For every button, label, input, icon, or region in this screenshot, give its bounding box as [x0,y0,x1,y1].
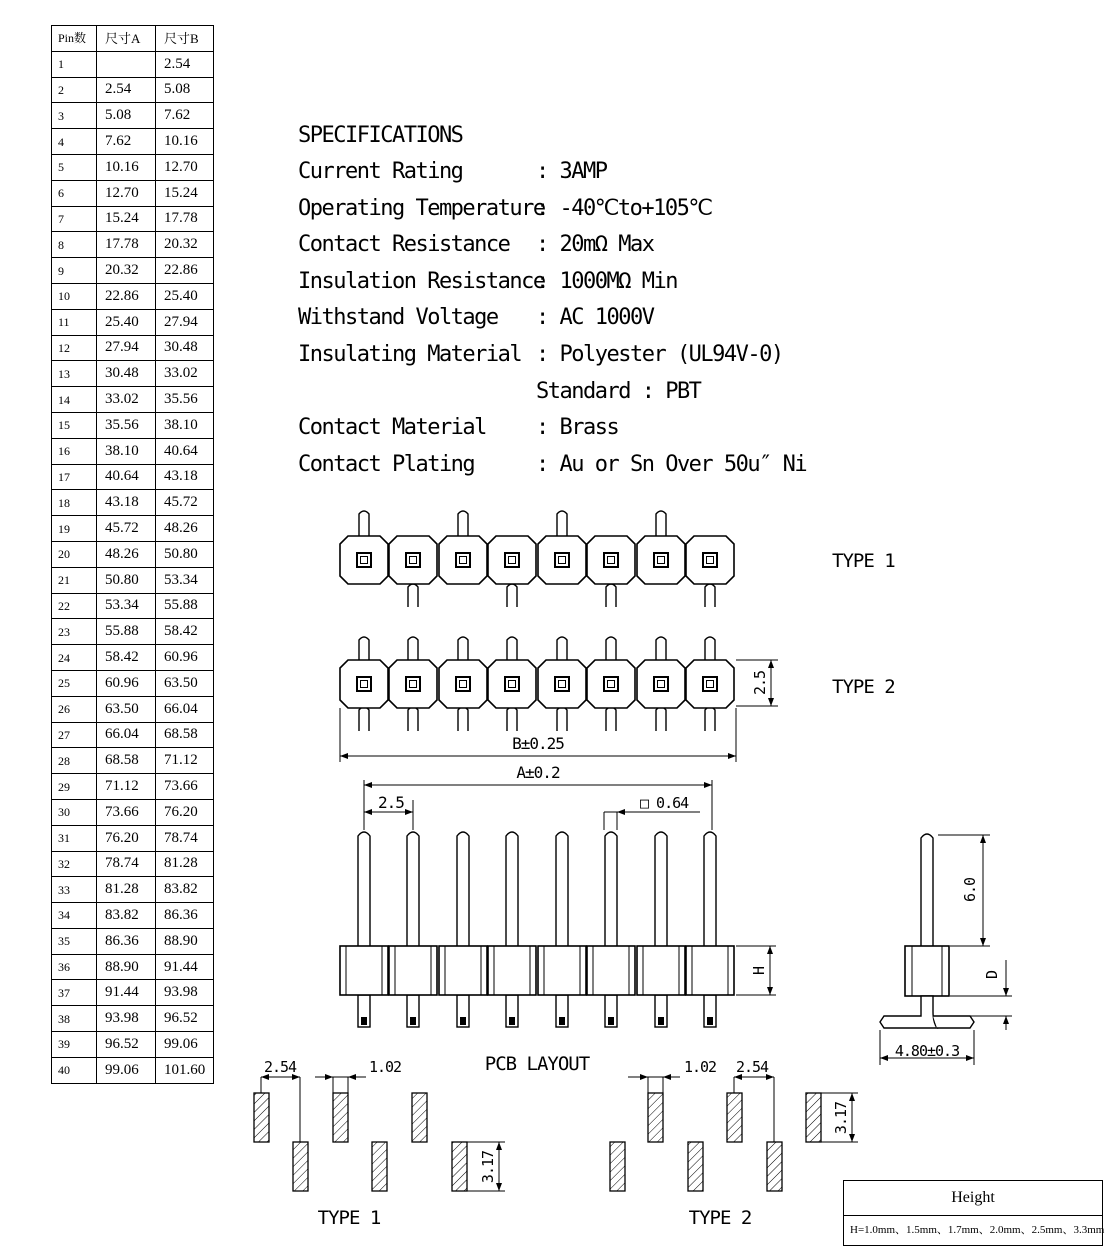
type2-label: TYPE 2 [832,676,895,698]
cell-size-b: 63.50 [156,670,214,696]
spec-value: : -40℃to+105℃ [536,195,712,221]
cell-size-b: 68.58 [156,722,214,748]
pin-square-inner [608,681,615,688]
cell-size-b: 88.90 [156,928,214,954]
cell-pin-count: 22 [52,593,97,619]
spec-label: Operating Temperature [298,195,545,221]
front-pin-tip [361,1017,367,1025]
cell-pin-count: 3 [52,103,97,129]
type2-pin-tail-top [557,637,567,660]
pin-square-inner [707,681,714,688]
front-pin-upper [457,832,469,946]
front-pin-tip [707,1017,713,1025]
cell-size-b: 60.96 [156,645,214,671]
front-pin-tip [658,1017,664,1025]
cell-size-b: 10.16 [156,129,214,155]
cell-size-b: 71.12 [156,748,214,774]
cell-pin-count: 19 [52,516,97,542]
pcb-2-54-label: 2.54 [263,1058,297,1076]
arrow-head [348,1074,356,1080]
dim-h-label: H [750,966,768,976]
pcb-pad-top-row [648,1093,663,1142]
height-values: H=1.0mm、1.5mm、1.7mm、2.0mm、2.5mm、3.3mm [850,1224,1105,1236]
pin-square-inner [509,557,516,564]
cell-pin-count: 39 [52,1032,97,1058]
pin-square-inner [361,681,368,688]
cell-size-b: 99.06 [156,1032,214,1058]
cell-size-a: 66.04 [97,722,156,748]
cell-size-a: 91.44 [97,980,156,1006]
cell-size-b: 2.54 [156,51,214,77]
type1-pin-tail-bottom [606,584,616,607]
cell-size-a: 30.48 [97,361,156,387]
cell-size-b: 7.62 [156,103,214,129]
cell-size-a: 2.54 [97,77,156,103]
cell-size-a: 78.74 [97,851,156,877]
type1-pin-tail-bottom [507,584,517,607]
cell-size-a: 48.26 [97,541,156,567]
pitch-label: 2.5 [378,793,404,812]
cell-size-b: 17.78 [156,206,214,232]
cell-pin-count: 28 [52,748,97,774]
cell-size-a: 60.96 [97,670,156,696]
type1-pin-tail-bottom [705,584,715,607]
cell-size-b: 35.56 [156,387,214,413]
arrow-head [640,1074,648,1080]
cell-size-a: 43.18 [97,490,156,516]
cell-size-b: 86.36 [156,903,214,929]
type1-pin-tail-top [656,511,666,537]
type1-pin-tail-bottom [408,584,418,607]
height-note-box [843,1180,1103,1246]
cell-pin-count: 36 [52,954,97,980]
spec-label: Insulating Material [298,341,522,367]
front-pin-upper [506,832,518,946]
pin-square-inner [608,557,615,564]
front-pin-tip [460,1017,466,1025]
pin-square-inner [707,557,714,564]
dim-a-label: A±0.2 [516,763,560,782]
front-housing-block [538,946,586,995]
cell-pin-count: 13 [52,361,97,387]
cell-pin-count: 17 [52,464,97,490]
cell-size-b: 96.52 [156,1006,214,1032]
pin-square-inner [410,681,417,688]
cell-pin-count: 40 [52,1057,97,1083]
front-pin-upper [358,832,370,946]
cell-size-a: 73.66 [97,799,156,825]
front-pin-tip [410,1017,416,1025]
cell-size-a: 58.42 [97,645,156,671]
cell-pin-count: 9 [52,258,97,284]
cell-size-a: 71.12 [97,774,156,800]
front-housing-block [686,946,734,995]
type2-pin-tail-bottom [606,707,616,731]
cell-size-a: 88.90 [97,954,156,980]
pcb-pad-bottom-row [293,1142,308,1191]
cell-size-b: 20.32 [156,232,214,258]
spec-value: : Brass [536,415,619,441]
cell-size-a: 33.02 [97,387,156,413]
pcb-type2-label: TYPE 2 [688,1207,752,1229]
spec-value: : 3AMP [536,159,607,184]
pcb-pad-top-row [333,1093,348,1142]
cell-size-a: 50.80 [97,567,156,593]
type1-pin-tail-top [458,511,468,537]
front-pin-tip [608,1017,614,1025]
pin-square-inner [559,557,566,564]
cell-size-a: 45.72 [97,516,156,542]
arrow-head [880,1055,888,1061]
cell-pin-count: 2 [52,77,97,103]
arrow-head [768,660,774,668]
pcb-pad-top-row [727,1093,742,1142]
front-pin-upper [704,832,716,946]
arrow-head [1003,988,1009,996]
cell-pin-count: 37 [52,980,97,1006]
arrow-head [980,835,986,843]
cell-size-b: 22.86 [156,258,214,284]
cell-size-a: 12.70 [97,180,156,206]
front-housing-block [637,946,685,995]
cell-size-b: 53.34 [156,567,214,593]
cell-size-b: 83.82 [156,877,214,903]
pin-square-inner [559,681,566,688]
cell-pin-count: 33 [52,877,97,903]
type2-pin-tail-top [606,637,616,660]
cell-size-b: 12.70 [156,154,214,180]
cell-size-a: 20.32 [97,258,156,284]
cell-size-b: 30.48 [156,335,214,361]
cell-size-b: 58.42 [156,619,214,645]
cell-pin-count: 30 [52,799,97,825]
spec-value: Standard : PBT [536,378,701,404]
type2-pin-tail-bottom [557,707,567,731]
pcb-3-17-label-type1: 3.17 [479,1150,497,1184]
arrow-head [1003,1016,1009,1024]
cell-pin-count: 21 [52,567,97,593]
cell-size-a: 5.08 [97,103,156,129]
cell-size-a: 27.94 [97,335,156,361]
type2-pin-tail-top [705,637,715,660]
arrow-head [325,1074,333,1080]
cell-size-a: 99.06 [97,1057,156,1083]
cell-size-b: 81.28 [156,851,214,877]
front-pin-tip [559,1017,565,1025]
cell-size-b: 43.18 [156,464,214,490]
cell-pin-count: 6 [52,180,97,206]
type2-pin-tail-bottom [359,707,369,731]
cell-size-a: 55.88 [97,619,156,645]
cell-size-b: 101.60 [156,1057,214,1083]
type2-pin-tail-bottom [705,707,715,731]
pin-square-inner [658,681,665,688]
cell-size-a: 93.98 [97,1006,156,1032]
arrow-head [405,809,413,815]
cell-pin-count: 34 [52,903,97,929]
cell-pin-count: 24 [52,645,97,671]
front-housing-block [439,946,487,995]
pcb-layout-title: PCB LAYOUT [484,1053,590,1075]
arrow-head [980,938,986,946]
front-pin-upper [556,832,568,946]
cell-size-b: 40.64 [156,438,214,464]
type2-pin-tail-bottom [656,707,666,731]
pcb-1-02-label: 1.02 [368,1058,402,1076]
arrow-head [767,946,773,954]
pin-square-inner [460,557,467,564]
pcb-2-54-label-type2: 2.54 [735,1058,769,1076]
cell-size-b: 76.20 [156,799,214,825]
spec-label: Contact Plating [298,451,475,477]
cell-pin-count: 27 [52,722,97,748]
cell-size-b: 78.74 [156,825,214,851]
cell-pin-count: 7 [52,206,97,232]
arrow-head [617,809,625,815]
front-housing-block [587,946,635,995]
spec-label: Contact Resistance [298,232,510,258]
front-housing-block [340,946,388,995]
pin-square-inner [658,557,665,564]
pcb-pad-bottom-row [372,1142,387,1191]
type2-pin-tail-bottom [507,707,517,731]
pcb-pad-bottom-row [688,1142,703,1191]
cell-size-a: 76.20 [97,825,156,851]
spec-label: Withstand Voltage [298,305,498,331]
cell-pin-count: 29 [52,774,97,800]
cell-pin-count: 8 [52,232,97,258]
pin-square-inner [410,557,417,564]
pcb-pad-bottom-row [610,1142,625,1191]
specifications-title: SPECIFICATIONS [298,123,463,148]
side-pin-upper [921,834,933,946]
cell-size-a: 40.64 [97,464,156,490]
cell-pin-count: 5 [52,154,97,180]
pcb-pad-top-row [254,1093,269,1142]
cell-size-a: 22.86 [97,283,156,309]
cell-size-a: 35.56 [97,412,156,438]
arrow-head [663,1074,671,1080]
arrow-head [767,987,773,995]
cell-size-a: 96.52 [97,1032,156,1058]
cell-pin-count: 20 [52,541,97,567]
cell-size-b: 93.98 [156,980,214,1006]
type2-pin-tail-top [458,637,468,660]
cell-pin-count: 10 [52,283,97,309]
side-pin-bent-right [933,1016,974,1028]
header-pin-count: Pin数 [52,26,97,52]
type2-pin-tail-top [408,637,418,660]
spec-value: : 1000MΩ Min [536,268,677,294]
type2-pin-tail-bottom [458,707,468,731]
cell-size-b: 48.26 [156,516,214,542]
spec-label: Insulation Resistance [298,268,545,294]
arrow-head [849,1093,855,1101]
front-housing-block [389,946,437,995]
type2-pin-tail-top [359,637,369,660]
cell-pin-count: 11 [52,309,97,335]
type2-pin-tail-top [507,637,517,660]
arrow-head [364,782,372,788]
cell-pin-count: 31 [52,825,97,851]
cell-size-a: 81.28 [97,877,156,903]
pcb-pad-bottom-row [452,1142,467,1191]
cell-pin-count: 15 [52,412,97,438]
pin-square-inner [361,557,368,564]
arrow-head [496,1142,502,1150]
cell-size-b: 27.94 [156,309,214,335]
arrow-head [364,809,372,815]
cell-size-b: 66.04 [156,696,214,722]
arrow-head [704,782,712,788]
dim-b-label: B±0.25 [512,734,564,753]
pcb-type1-label: TYPE 1 [317,1207,381,1229]
cell-size-b: 73.66 [156,774,214,800]
arrow-head [728,753,736,759]
spec-label: Current Rating [298,159,463,184]
cell-size-b: 25.40 [156,283,214,309]
pcb-pad-top-row [806,1093,821,1142]
cell-pin-count: 4 [52,129,97,155]
dim-6-0-label: 6.0 [961,877,979,903]
cell-pin-count: 32 [52,851,97,877]
dim-d-label: D [983,970,1001,980]
front-pin-upper [605,832,617,946]
spec-value: : 20mΩ Max [536,232,654,258]
arrow-head [966,1055,974,1061]
cell-size-b: 45.72 [156,490,214,516]
cell-pin-count: 35 [52,928,97,954]
cell-size-a: 53.34 [97,593,156,619]
spec-label: Contact Material [298,415,486,441]
pcb-3-17-label-type2: 3.17 [832,1101,850,1135]
cell-size-a: 63.50 [97,696,156,722]
cell-size-a: 17.78 [97,232,156,258]
type1-pin-tail-top [359,511,369,537]
pcb-pad-top-row [412,1093,427,1142]
cell-size-a: 15.24 [97,206,156,232]
pin-square-inner [509,681,516,688]
pin-size-label: □ 0.64 [640,794,689,812]
cell-size-a: 68.58 [97,748,156,774]
cell-size-b: 5.08 [156,77,214,103]
arrow-head [340,753,348,759]
arrow-head [768,698,774,706]
header-size-a: 尺寸A [97,26,156,52]
cell-size-a: 38.10 [97,438,156,464]
cell-pin-count: 25 [52,670,97,696]
cell-size-b: 38.10 [156,412,214,438]
dim-4-80-label: 4.80±0.3 [894,1042,960,1060]
cell-size-b: 50.80 [156,541,214,567]
cell-pin-count: 1 [52,51,97,77]
header-size-b: 尺寸B [156,26,214,52]
height-2-5-label: 2.5 [751,670,769,696]
pin-square-inner [460,681,467,688]
type1-label: TYPE 1 [832,550,895,572]
cell-pin-count: 16 [52,438,97,464]
type2-pin-tail-bottom [408,707,418,731]
front-pin-upper [407,832,419,946]
front-housing-block [488,946,536,995]
cell-size-a: 7.62 [97,129,156,155]
cell-size-a: 83.82 [97,903,156,929]
side-pin-bent-left [880,996,937,1028]
cell-pin-count: 38 [52,1006,97,1032]
type1-pin-tail-top [557,511,567,537]
spec-value: : AC 1000V [536,305,654,331]
type2-pin-tail-top [656,637,666,660]
cell-size-b: 33.02 [156,361,214,387]
cell-size-a: 86.36 [97,928,156,954]
cell-pin-count: 26 [52,696,97,722]
cell-size-b: 91.44 [156,954,214,980]
arrow-head [496,1183,502,1191]
height-title: Height [844,1181,1102,1216]
cell-pin-count: 14 [52,387,97,413]
front-pin-tip [509,1017,515,1025]
front-pin-upper [655,832,667,946]
cell-size-a: 25.40 [97,309,156,335]
spec-value: : Au or Sn Over 50u″ Ni [536,451,807,477]
pcb-pad-bottom-row [767,1142,782,1191]
pcb-1-02-label-type2: 1.02 [683,1058,717,1076]
cell-size-b: 15.24 [156,180,214,206]
cell-size-a: 10.16 [97,154,156,180]
cell-pin-count: 12 [52,335,97,361]
cell-size-b: 55.88 [156,593,214,619]
cell-pin-count: 23 [52,619,97,645]
cell-pin-count: 18 [52,490,97,516]
arrow-head [849,1134,855,1142]
spec-value: : Polyester (UL94V-0) [536,341,783,367]
